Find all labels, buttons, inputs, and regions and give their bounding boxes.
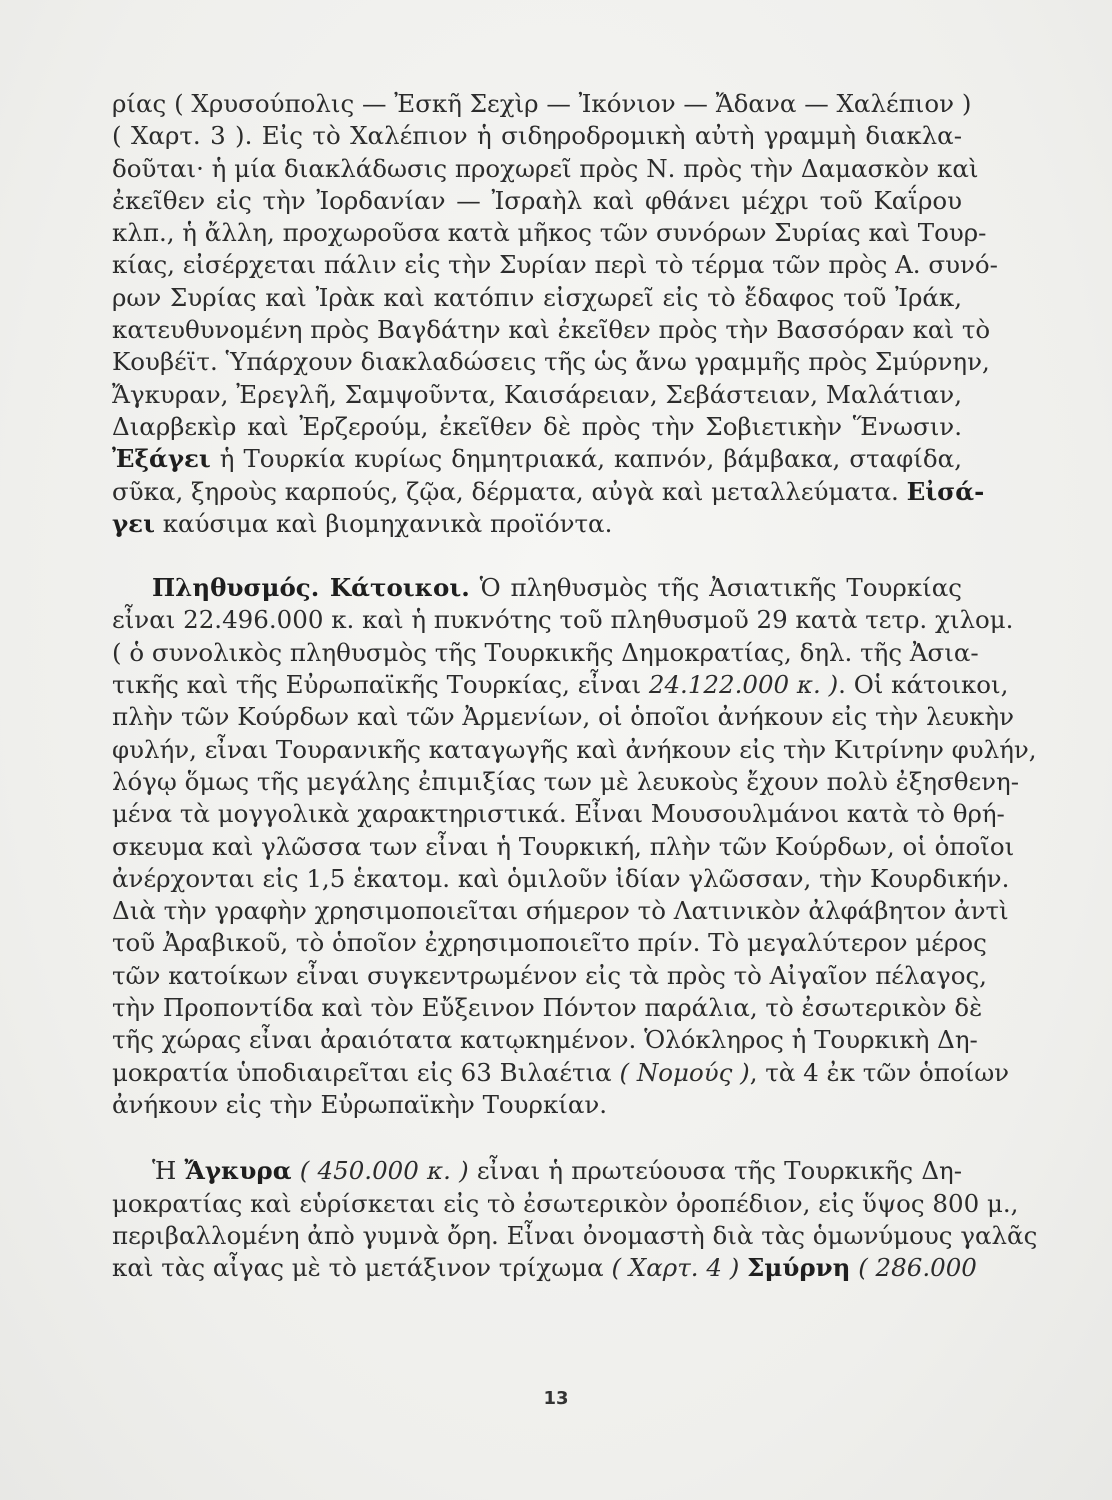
text-line: κατευθυνομένη πρὸς Βαγδάτην καὶ ἐκεῖθεν πρὸς τὴν Βασσόραν καὶ τὸ bbox=[112, 315, 991, 345]
text-line-exports bbox=[112, 443, 962, 475]
text-run: εἶναι ἡ πρωτεύουσα τῆς Τουρκικῆς Δη- bbox=[468, 1156, 962, 1186]
text-line: δοῦται· ἡ μία διακλάδωσις προχωρεῖ πρὸς Ν. πρὸς τὴν Δαμασκὸν καὶ bbox=[112, 153, 979, 183]
paragraph-ankara bbox=[112, 1155, 1038, 1284]
text-run: Ἡ bbox=[152, 1156, 185, 1186]
text-line: τῆς χώρας εἶναι ἀραιότατα κατῳκημένον. Ὁλόκληρος ἡ Τουρκικὴ Δη- bbox=[112, 1025, 978, 1055]
italic-figure: ( 286.000 bbox=[850, 1253, 977, 1283]
paragraph-population bbox=[112, 572, 1037, 1121]
text-line: κίας, εἰσέρχεται πάλιν εἰς τὴν Συρίαν περὶ τὸ τέρμα τῶν πρὸς Α. συνό- bbox=[112, 250, 998, 280]
text-line: Διὰ τὴν γραφὴν χρησιμοποιεῖται σήμερον τὸ Λατινικὸν ἀλφάβητον ἀντὶ bbox=[112, 896, 1009, 926]
text-run: μοκρατία ὑποδιαιρεῖται εἰς 63 Βιλαέτια bbox=[112, 1057, 620, 1087]
text-line: φυλήν, εἶναι Τουρανικῆς καταγωγῆς καὶ ἀνήκουν εἰς τὴν Κιτρίνην φυλήν, bbox=[112, 734, 1037, 764]
text-line: τοῦ Ἀραβικοῦ, τὸ ὁποῖον ἐχρησιμοποιεῖτο πρίν. Τὸ μεγαλύτερον μέρος bbox=[112, 928, 987, 958]
text-line: ρων Συρίας καὶ Ἰρὰκ καὶ κατόπιν εἰσχωρεῖ εἰς τὸ ἔδαφος τοῦ Ἰράκ, bbox=[112, 282, 962, 312]
exports-term: Ἐξάγει bbox=[112, 444, 211, 474]
imports-term-cont: γει bbox=[112, 508, 155, 538]
italic-figure: ( 450.000 κ. ) bbox=[291, 1156, 469, 1186]
paragraph-railways-trade bbox=[112, 88, 998, 540]
text-line bbox=[112, 1155, 962, 1187]
text-line: μοκρατίας καὶ εὑρίσκεται εἰς τὸ ἐσωτερικὸν ὀροπέδιον, εἰς ὕψος 800 μ., bbox=[112, 1188, 1019, 1218]
text-line: Κουβέϊτ. Ὑπάρχουν διακλαδώσεις τῆς ὡς ἄνω γραμμῆς πρὸς Σμύρνην, bbox=[112, 347, 990, 377]
page-number: 13 bbox=[543, 1388, 569, 1409]
city-name-ankara: Ἄγκυρα bbox=[184, 1156, 292, 1186]
text-run: τικῆς καὶ τῆς Εὐρωπαϊκῆς Τουρκίας, εἶναι bbox=[112, 670, 649, 700]
text-line: ( Χαρτ. 3 ). Εἰς τὸ Χαλέπιον ἡ σιδηροδρομικὴ αὐτὴ γραμμὴ διακλα- bbox=[112, 121, 962, 151]
text-line: τὴν Προποντίδα καὶ τὸν Εὔξεινον Πόντον παράλια, τὸ ἐσωτερικὸν δὲ bbox=[112, 993, 983, 1023]
text-run: καὶ τὰς αἶγας μὲ τὸ μετάξινον τρίχωμα bbox=[112, 1253, 612, 1283]
text-line: εἶναι 22.496.000 κ. καὶ ἡ πυκνότης τοῦ πληθυσμοῦ 29 κατὰ τετρ. χιλομ. bbox=[112, 605, 1014, 635]
italic-term: ( Χαρτ. 4 ) bbox=[611, 1253, 740, 1283]
text-run: . Οἱ κάτοικοι, bbox=[838, 670, 1009, 700]
exports-text-2: σῦκα, ξηροὺς καρπούς, ζῷα, δέρματα, αὐγὰ καὶ μεταλλεύματα. bbox=[112, 476, 899, 506]
text-line bbox=[112, 1252, 977, 1284]
text-line-imports bbox=[112, 508, 962, 540]
text-line: Ἄγκυραν, Ἐρεγλῆ, Σαμψοῦντα, Καισάρειαν, Σεβάστειαν, Μαλάτιαν, bbox=[112, 379, 962, 409]
text-line bbox=[112, 669, 1009, 701]
text-line bbox=[112, 1057, 1010, 1089]
text-line-heading bbox=[112, 572, 962, 604]
text-run: , τὰ 4 ἐκ τῶν ὁποίων bbox=[749, 1057, 1010, 1087]
imports-text: καύσιμα καὶ βιομηχανικὰ προϊόντα. bbox=[154, 508, 613, 538]
text-line: ἀνήκουν εἰς τὴν Εὐρωπαϊκὴν Τουρκίαν. bbox=[112, 1089, 608, 1119]
text-line: μένα τὰ μογγολικὰ χαρακτηριστικά. Εἶναι Μουσουλμάνοι κατὰ τὸ θρή- bbox=[112, 799, 1005, 829]
italic-figure: 24.122.000 κ. ) bbox=[648, 670, 839, 700]
text-line: περιβαλλομένη ἀπὸ γυμνὰ ὄρη. Εἶναι ὀνομαστὴ διὰ τὰς ὁμωνύμους γαλᾶς bbox=[112, 1220, 1038, 1250]
text-line: τῶν κατοίκων εἶναι συγκεντρωμένον εἰς τὰ πρὸς τὸ Αἰγαῖον πέλαγος, bbox=[112, 960, 987, 990]
section-heading: Πληθυσμός. Κάτοικοι. bbox=[152, 573, 470, 603]
imports-term: Εἰσά- bbox=[906, 476, 985, 506]
city-name-smyrna: Σμύρνη bbox=[747, 1253, 851, 1283]
text-line-exports-2 bbox=[112, 476, 985, 508]
text-line: Διαρβεκὶρ καὶ Ἐρζερούμ, ἐκεῖθεν δὲ πρὸς τὴν Σοβιετικὴν Ἕνωσιν. bbox=[112, 411, 962, 441]
text-line: λόγῳ ὅμως τῆς μεγάλης ἐπιμιξίας των μὲ λευκοὺς ἔχουν πολὺ ἐξησθενη- bbox=[112, 766, 1020, 796]
text-line: ἐκεῖθεν εἰς τὴν Ἰορδανίαν — Ἰσραὴλ καὶ φθάνει μέχρι τοῦ Καΐρου bbox=[112, 185, 962, 215]
italic-term: ( Νομούς ) bbox=[619, 1057, 750, 1087]
text-line: ἀνέρχονται εἰς 1,5 ἑκατομ. καὶ ὁμιλοῦν ἰδίαν γλῶσσαν, τὴν Κουρδικήν. bbox=[112, 863, 1010, 893]
text-line: σκευμα καὶ γλῶσσα των εἶναι ἡ Τουρκική, πλὴν τῶν Κούρδων, οἱ ὁποῖοι bbox=[112, 831, 1015, 861]
population-text: Ὁ πληθυσμὸς τῆς Ἀσιατικῆς Τουρκίας bbox=[469, 573, 962, 603]
text-line: κλπ., ἡ ἄλλη, προχωροῦσα κατὰ μῆκος τῶν συνόρων Συρίας καὶ Τουρ- bbox=[112, 218, 987, 248]
text-line: ρίας ( Χρυσούπολις — Ἐσκῆ Σεχὶρ — Ἰκόνιον — Ἄδανα — Χαλέπιον ) bbox=[112, 89, 972, 118]
text-line: πλὴν τῶν Κούρδων καὶ τῶν Ἀρμενίων, οἱ ὁποῖοι ἀνήκουν εἰς τὴν λευκὴν bbox=[112, 702, 1015, 732]
body-text bbox=[112, 88, 1038, 1284]
text-line: ( ὁ συνολικὸς πληθυσμὸς τῆς Τουρκικῆς Δημοκρατίας, δηλ. τῆς Ἀσια- bbox=[112, 637, 979, 667]
exports-text: ἡ Τουρκία κυρίως δημητριακά, καπνόν, βάμβακα, σταφίδα, bbox=[210, 444, 962, 474]
